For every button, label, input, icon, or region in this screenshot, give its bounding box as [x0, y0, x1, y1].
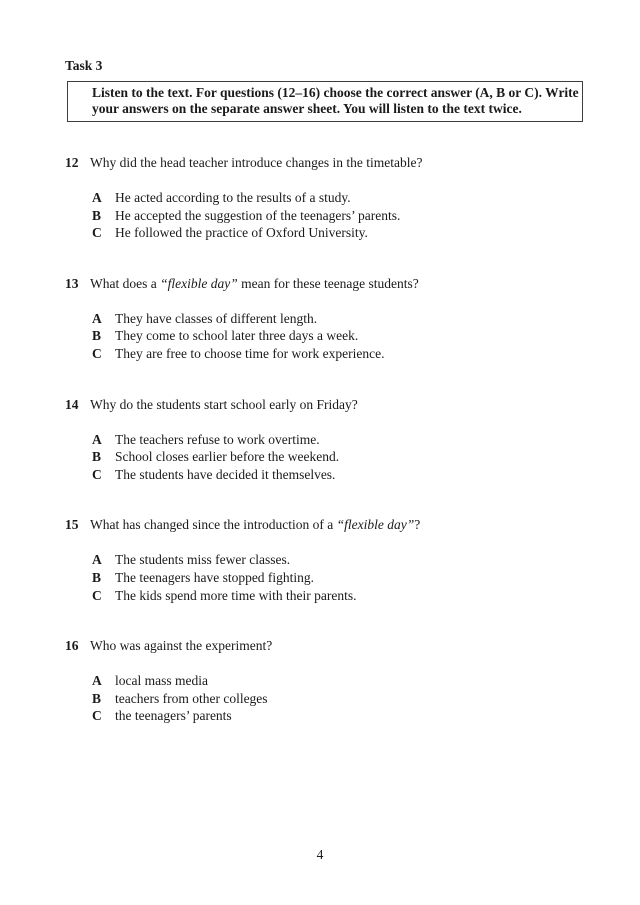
- option-c: [92, 587, 600, 605]
- question-number: 14: [65, 396, 79, 412]
- option-c: [92, 707, 600, 725]
- option-b: [92, 690, 600, 708]
- question-text-pre: Who was against the experiment?: [90, 638, 273, 654]
- option-text: They come to school later three days a week.: [115, 328, 359, 344]
- option-letter: C: [92, 587, 102, 603]
- option-letter: B: [92, 690, 102, 706]
- option-list: [92, 310, 600, 363]
- option-text: The teachers refuse to work overtime.: [115, 431, 320, 447]
- question-16: [65, 637, 600, 725]
- instruction-line-2: your answers on the separate answer sheet. You will listen to the text twice.: [92, 100, 522, 116]
- option-text: The kids spend more time with their parents.: [115, 587, 357, 603]
- option-text: They are free to choose time for work experience.: [115, 345, 385, 361]
- option-letter: B: [92, 207, 102, 223]
- question-text-pre: What does a: [90, 275, 161, 291]
- option-b: [92, 448, 600, 466]
- question-text: [90, 396, 358, 413]
- option-text: the teenagers’ parents: [115, 708, 232, 724]
- option-letter: A: [92, 190, 102, 205]
- question-text: [90, 637, 272, 654]
- option-a: [92, 672, 600, 690]
- option-text: local mass media: [115, 673, 208, 689]
- question-number: 16: [65, 638, 79, 654]
- question-list: [0, 154, 640, 725]
- question-text-pre: Why did the head teacher introduce changes in the timetable?: [90, 155, 423, 170]
- option-list: [92, 189, 600, 242]
- option-a: [92, 431, 600, 449]
- option-text: He accepted the suggestion of the teenagers’ parents.: [115, 207, 401, 223]
- option-text: They have classes of different length.: [115, 310, 318, 326]
- question-head: [65, 154, 600, 171]
- question-13: [65, 275, 600, 363]
- option-b: [92, 207, 600, 225]
- option-c: [92, 466, 600, 484]
- question-head: [65, 275, 600, 292]
- option-letter: A: [92, 673, 102, 689]
- option-letter: A: [92, 552, 102, 568]
- question-15: [65, 516, 600, 604]
- option-text: The students miss fewer classes.: [115, 552, 291, 568]
- question-text: [90, 275, 419, 292]
- option-text: School closes earlier before the weekend.: [115, 449, 340, 465]
- question-head: [65, 637, 600, 654]
- option-c: [92, 345, 600, 363]
- task-heading: Task 3: [65, 58, 103, 73]
- option-letter: C: [92, 466, 102, 482]
- option-letter: B: [92, 449, 102, 465]
- option-letter: B: [92, 328, 102, 344]
- instruction-box: [67, 81, 583, 122]
- option-text: teachers from other colleges: [115, 690, 268, 706]
- question-number: 15: [65, 517, 79, 533]
- question-14: [65, 396, 600, 484]
- option-b: [92, 569, 600, 587]
- option-letter: B: [92, 569, 102, 585]
- option-list: [92, 551, 600, 604]
- question-number: 12: [65, 155, 79, 170]
- option-text: He followed the practice of Oxford University.: [115, 225, 368, 241]
- question-head: [65, 396, 600, 413]
- option-a: [92, 310, 600, 328]
- page-number: 4: [316, 847, 324, 862]
- instruction-line-1: Listen to the text. For questions (12–16) choose the correct answer (A, B or C). Write: [92, 85, 579, 100]
- option-c: [92, 224, 600, 242]
- option-list: [92, 672, 600, 725]
- option-a: [92, 189, 600, 207]
- option-letter: C: [92, 708, 102, 724]
- question-text: [90, 516, 420, 533]
- question-12: [65, 154, 600, 242]
- option-letter: A: [92, 431, 102, 447]
- option-b: [92, 327, 600, 345]
- question-text-pre: What has changed since the introduction of a: [90, 517, 337, 533]
- option-text: The teenagers have stopped fighting.: [115, 569, 315, 585]
- option-a: [92, 551, 600, 569]
- option-text: The students have decided it themselves.: [115, 466, 336, 482]
- question-number: 13: [65, 275, 79, 291]
- question-text-post: ?: [414, 517, 421, 533]
- option-list: [92, 431, 600, 484]
- question-text-italic: “flexible day”: [336, 517, 415, 533]
- question-head: [65, 516, 600, 533]
- option-text: He acted according to the results of a study.: [115, 190, 351, 205]
- option-letter: A: [92, 310, 102, 326]
- option-letter: C: [92, 345, 102, 361]
- question-text-italic: “flexible day”: [160, 275, 238, 291]
- option-letter: C: [92, 225, 102, 241]
- question-text-post: mean for these teenage students?: [237, 275, 419, 291]
- question-text: [90, 154, 422, 171]
- question-text-pre: Why do the students start school early on Friday?: [90, 396, 358, 412]
